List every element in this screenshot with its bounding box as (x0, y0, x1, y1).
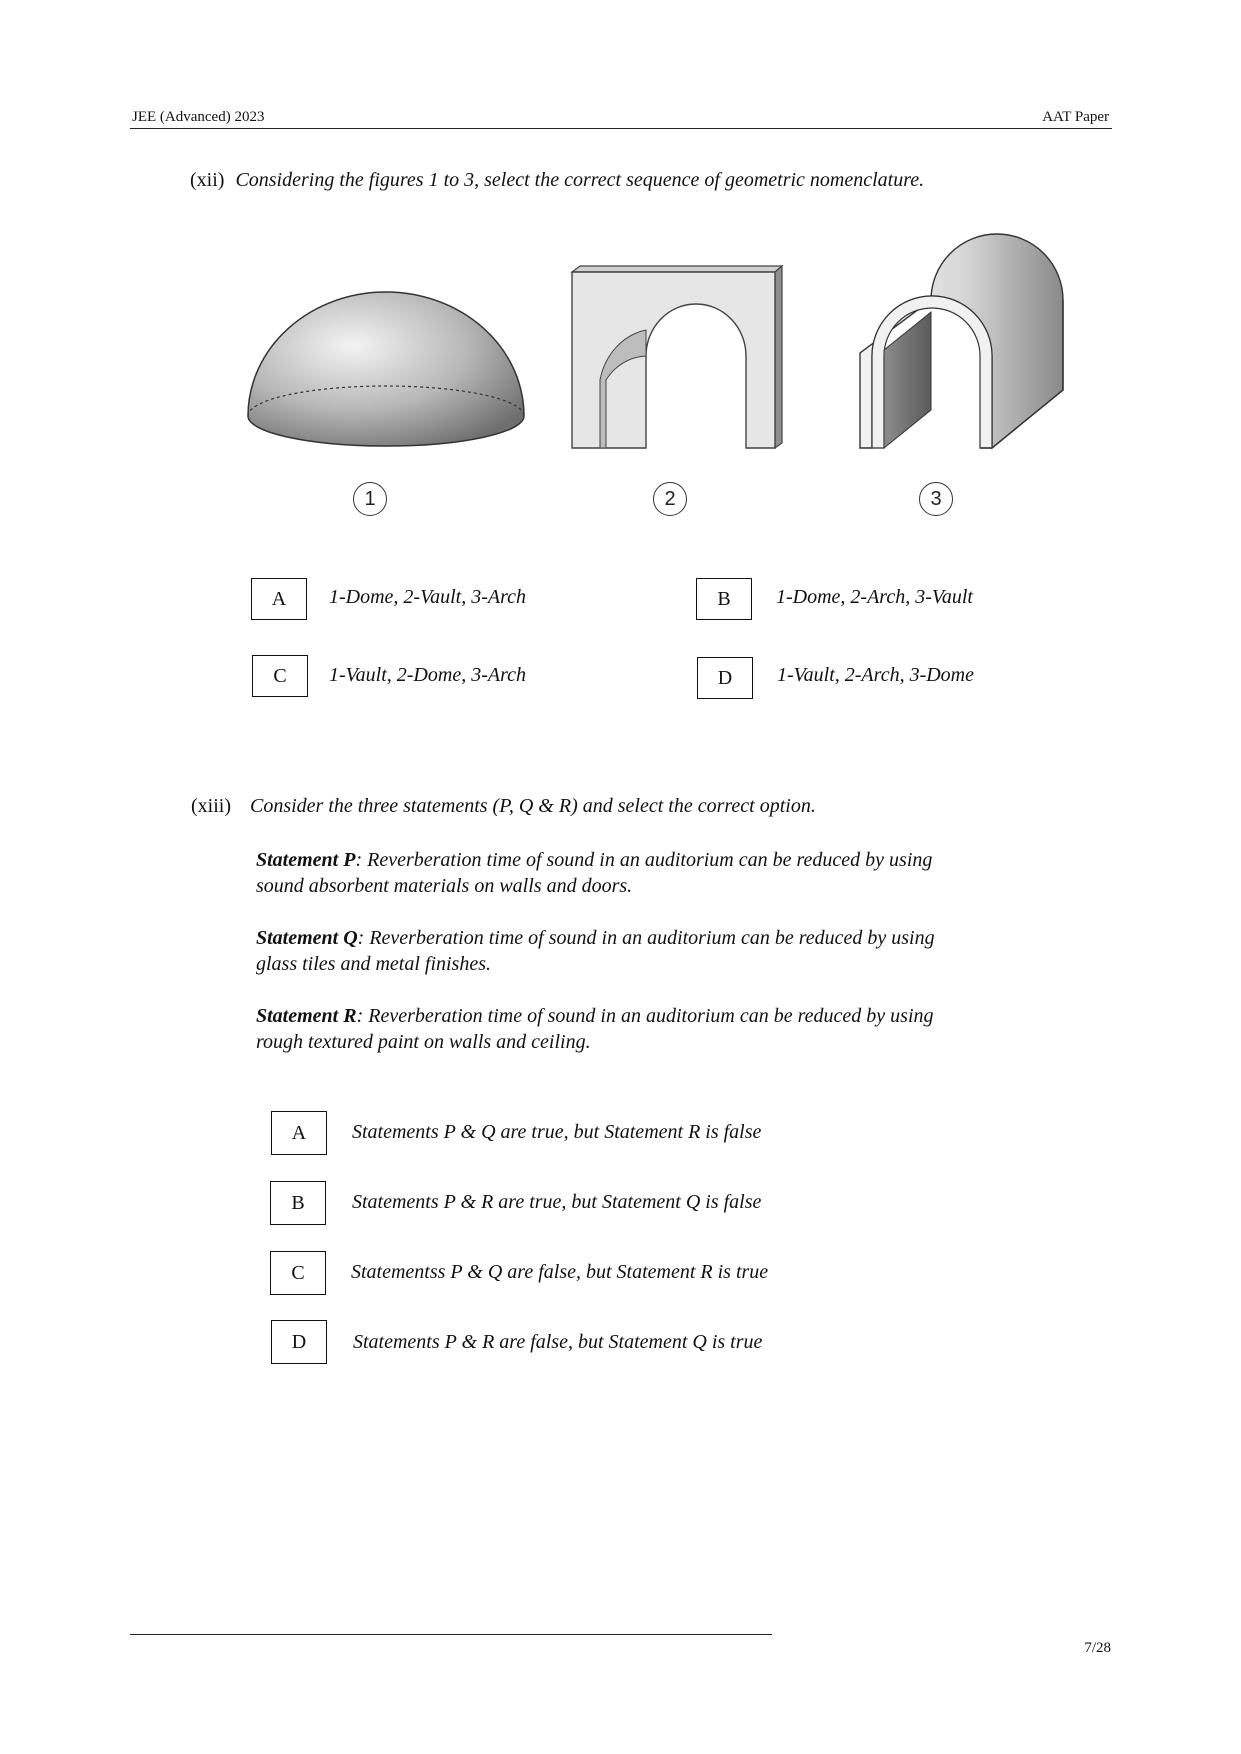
question-text: Considering the figures 1 to 3, select the correct sequence of geometric nomenclature. (235, 169, 925, 191)
statement-line: : Reverberation time of sound in an auditorium can be reduced by using (357, 927, 935, 949)
q12-option-c-box[interactable]: C (252, 655, 308, 697)
statement-label: Statement Q (256, 927, 358, 949)
q12-option-d-box[interactable]: D (697, 657, 753, 699)
dome-figure (248, 292, 524, 446)
q12-option-a-box[interactable]: A (251, 578, 307, 620)
statement-line: rough textured paint on walls and ceiling. (256, 1031, 591, 1053)
statement-line: : Reverberation time of sound in an auditorium can be reduced by using (356, 1005, 934, 1027)
q13-option-d-box[interactable]: D (271, 1320, 327, 1364)
figures-illustration (0, 0, 1241, 540)
figure-number-1: 1 (353, 482, 387, 516)
q13-option-d-text: Statements P & R are false, but Statement Q is true (353, 1331, 763, 1353)
q12-option-c-text: 1-Vault, 2-Dome, 3-Arch (329, 664, 526, 686)
header-left: JEE (Advanced) 2023 (132, 109, 265, 125)
q13-option-b-box[interactable]: B (270, 1181, 326, 1225)
q12-option-a-text: 1-Dome, 2-Vault, 3-Arch (329, 586, 526, 608)
question-number: (xii) (190, 169, 225, 191)
statement-label: Statement R (256, 1005, 357, 1027)
q12-option-b-text: 1-Dome, 2-Arch, 3-Vault (776, 586, 973, 608)
statement-label: Statement P (256, 849, 356, 871)
figure-number-2: 2 (653, 482, 687, 516)
statement-q (256, 925, 1056, 977)
figure-number-3: 3 (919, 482, 953, 516)
q13-option-c-box[interactable]: C (270, 1251, 326, 1295)
q13-option-b-text: Statements P & R are true, but Statement Q is false (352, 1191, 762, 1213)
page-number: 7/28 (1084, 1640, 1111, 1656)
statement-line: sound absorbent materials on walls and doors. (256, 875, 633, 897)
header-right: AAT Paper (1042, 109, 1109, 125)
q13-option-a-text: Statements P & Q are true, but Statement R is false (352, 1121, 762, 1143)
q13-option-a-box[interactable]: A (271, 1111, 327, 1155)
q12-option-b-box[interactable]: B (696, 578, 752, 620)
statement-p (256, 847, 1056, 899)
question-number: (xiii) (191, 795, 231, 817)
vault-figure (860, 234, 1063, 448)
q12-option-d-text: 1-Vault, 2-Arch, 3-Dome (777, 664, 974, 686)
question-13 (191, 795, 816, 818)
footer-divider (130, 1634, 772, 1635)
question-text: Consider the three statements (P, Q & R) and select the correct option. (250, 795, 816, 817)
statement-r (256, 1003, 1056, 1055)
statement-line: glass tiles and metal finishes. (256, 953, 491, 975)
statement-line: : Reverberation time of sound in an auditorium can be reduced by using (355, 849, 933, 871)
q13-option-c-text: Statementss P & Q are false, but Statement R is true (351, 1261, 769, 1283)
arch-figure (572, 266, 782, 448)
